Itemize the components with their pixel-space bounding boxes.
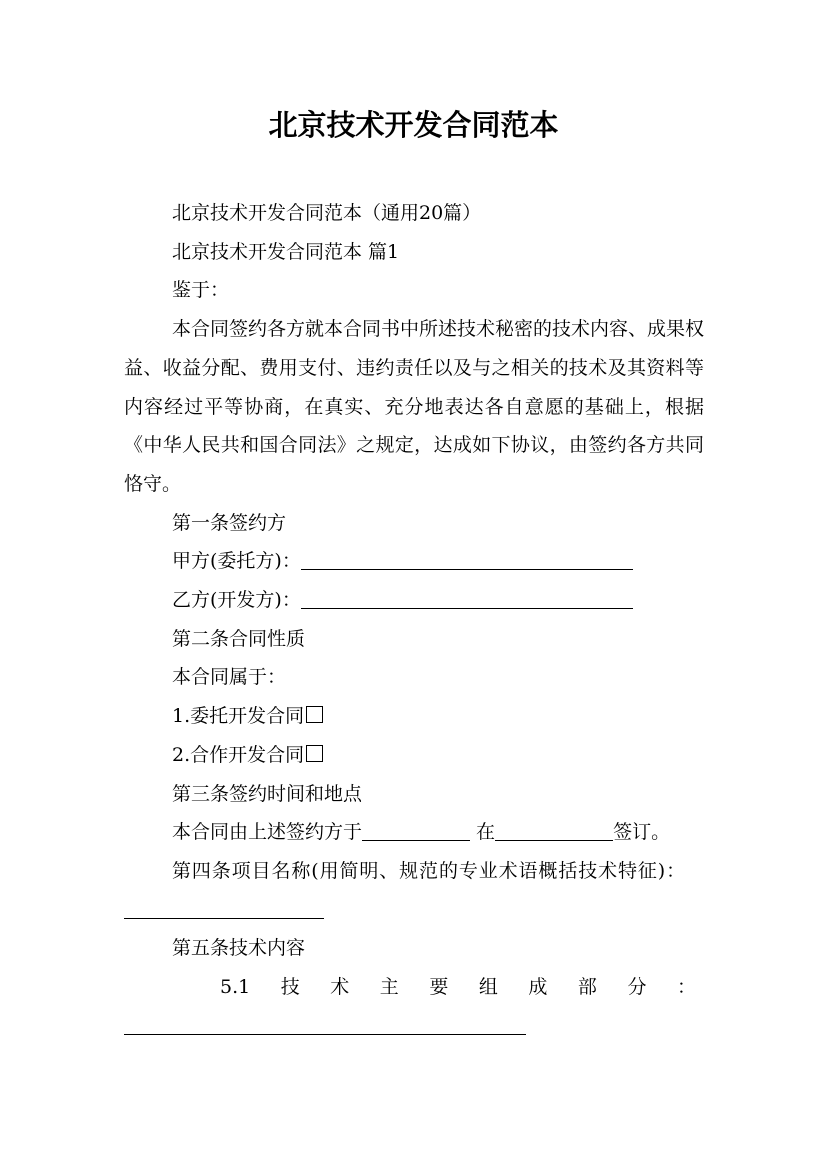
option-1-label: 1.委托开发合同 [172,705,305,728]
item-5-1-blank[interactable] [124,1015,526,1035]
item-5-1-char: ： [676,976,696,999]
item-5-1-line [124,968,704,1007]
article-1-heading: 第一条签约方 [172,511,287,534]
signing-place-blank[interactable] [495,821,613,841]
document-title: 北京技术开发合同范本 [268,108,559,142]
party-a-line [124,542,704,581]
preamble-paragraph: 本合同签约各方就本合同书中所述技术秘密的技术内容、成果权益、收益分配、费用支付、违约责任以及与之相关的技术及其资料等内容经过平等协商，在真实、充分地表达各自意愿的基础上，根据《中华人民共和国合同法》之规定，达成如下协议，由签约各方共同恪守。 [124,318,705,495]
subtitle: 北京技术开发合同范本（通用20篇） [172,202,482,224]
signing-pre: 本合同由上述签约方于 [172,821,363,844]
article-2-heading: 第二条合同性质 [172,627,306,650]
project-name-blank[interactable] [124,899,324,919]
item-5-1-char: 成 [528,976,548,999]
option-1-checkbox[interactable] [306,706,323,723]
party-b-label: 乙方(开发方)： [172,589,301,612]
article-3-heading: 第三条签约时间和地点 [172,782,363,805]
item-5-1-blank-line [124,1007,704,1046]
article-4-text: 第四条项目名称(用简明、规范的专业术语概括技术特征)： [172,859,686,882]
part-heading: 北京技术开发合同范本 篇1 [172,240,400,263]
signing-post: 签订。 [613,821,671,844]
item-5-1-char: 术 [330,976,350,999]
whereas-label: 鉴于： [172,279,230,302]
option-2-checkbox[interactable] [306,745,323,762]
article-5-heading: 第五条技术内容 [172,937,306,960]
party-a-label: 甲方(委托方)： [172,550,301,573]
signing-mid: 在 [470,821,496,844]
article-4-line [124,852,704,929]
option-2-line [124,736,704,775]
option-2-label: 2.合作开发合同 [172,743,305,766]
signing-date-blank[interactable] [362,821,470,841]
document-body [124,194,704,1045]
item-5-1-number: 5.1 [220,976,251,999]
item-5-1-char: 要 [429,976,449,999]
signing-line [124,813,704,852]
party-b-blank[interactable] [301,589,633,609]
item-5-1-char: 组 [478,976,498,999]
item-5-1-char: 技 [280,976,300,999]
option-1-line [124,697,704,736]
party-a-blank[interactable] [301,550,633,570]
item-5-1-char: 分 [627,976,647,999]
belongs-label: 本合同属于： [172,666,287,689]
item-5-1-char: 部 [577,976,597,999]
party-b-line [124,581,704,620]
item-5-1-char: 主 [379,976,399,999]
